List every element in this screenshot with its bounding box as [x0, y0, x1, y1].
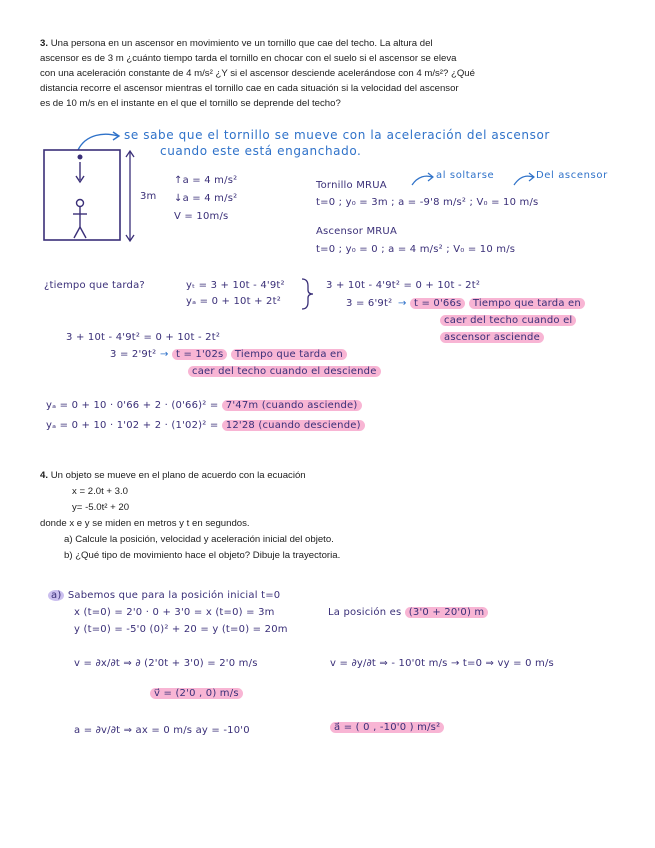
sol4-line-2: x (t=0) = 2'0 · 0 + 3'0 = x (t=0) = 3m	[74, 607, 275, 618]
problem-4-question-b: b) ¿Qué tipo de movimiento hace el objeto? Dibuje la trayectoria.	[64, 550, 341, 561]
person-icon	[77, 200, 84, 207]
note-line-2: cuando este está enganchado.	[160, 144, 362, 158]
result-text-descends-2: caer del techo cuando el desciende	[188, 366, 381, 377]
problem-4-where: donde x e y se miden en metros y t en segundos.	[40, 518, 250, 529]
problem-3-line-2: ascensor es de 3 m ¿cuánto tiempo tarda el tornillo en chocar con el suelo si el ascensor se eleva	[40, 53, 457, 64]
problem-3-number: 3.	[40, 38, 49, 49]
problem-3-line-1: 3. Una persona en un ascensor en movimiento ve un tornillo que cae del techo. La altura del	[40, 38, 433, 49]
solve-eq-2: 3 = 6'9t²	[346, 298, 393, 309]
note-arrow-icon	[78, 134, 118, 150]
given-accel-up: ↑a = 4 m/s²	[174, 175, 238, 186]
ascensor-equation: t=0 ; y₀ = 0 ; a = 4 m/s² ; V₀ = 10 m/s	[316, 244, 516, 255]
problem-3-line-4: distancia recorre el ascensor mientras el tornillo cae en cada situación si la velocidad del ascensor	[40, 83, 459, 94]
note-line-1: se sabe que el tornillo se mueve con la aceleración del ascensor	[124, 128, 550, 142]
tornillo-note-ascensor: Del ascensor	[536, 170, 608, 181]
tornillo-title: Tornillo MRUA	[316, 180, 387, 191]
problem-4-intro: 4. Un objeto se mueve en el plano de acuerdo con la ecuación	[40, 470, 306, 481]
part-a-label: a)	[48, 590, 64, 601]
problem-3-line-5: es de 10 m/s en el instante en el que el tornillo se deprende del techo?	[40, 98, 341, 109]
given-accel-down: ↓a = 4 m/s²	[174, 193, 238, 204]
acceleration-result: a⃗ = ( 0 , -10'0 ) m/s²	[330, 722, 444, 733]
result-time-ascends: → t = 0'66s Tiempo que tarda en	[398, 298, 585, 309]
problem-4-number: 4.	[40, 470, 49, 481]
problem-4-question-a: a) Calcule la posición, velocidad y aceleración inicial del objeto.	[64, 534, 334, 545]
tiempo-question: ¿tiempo que tarda?	[44, 280, 145, 291]
ascensor-title: Ascensor MRUA	[316, 226, 397, 237]
problem-4-eq-x: x = 2.0t + 3.0	[72, 486, 129, 497]
distance-descends: yₐ = 0 + 10 · 1'02 + 2 · (1'02)² = 12'28 (cuando desciende)	[46, 420, 365, 431]
yt-equation: yₜ = 3 + 10t - 4'9t²	[186, 280, 285, 291]
screw-icon	[78, 155, 83, 160]
sol4-line-3: y (t=0) = -5'0 (0)² + 20 = y (t=0) = 20m	[74, 624, 288, 635]
tornillo-equation: t=0 ; y₀ = 3m ; a = -9'8 m/s² ; V₀ = 10 m/s	[316, 197, 539, 208]
system-brace	[302, 279, 313, 309]
acceleration-equation: a = ∂v/∂t ⇒ ax = 0 m/s ay = -10'0	[74, 725, 250, 736]
sol4-line-1: a) Sabemos que para la posición inicial t=0	[48, 590, 280, 601]
result-text-ascends-3: ascensor asciende	[440, 332, 544, 343]
given-velocity: V = 10m/s	[174, 211, 229, 222]
solve-eq-3: 3 + 10t - 4'9t² = 0 + 10t - 2t²	[66, 332, 221, 343]
velocity-y-equation: v = ∂y/∂t ⇒ - 10'0t m/s → t=0 ⇒ vy = 0 m/s	[330, 658, 554, 669]
distance-ascends: yₐ = 0 + 10 · 0'66 + 2 · (0'66)² = 7'47m (cuando asciende)	[46, 400, 362, 411]
problem-3-line-3: con una aceleración constante de 4 m/s² ¿Y si el ascensor desciende acelerándose con 4 m/s²? ¿Qué	[40, 68, 475, 79]
problem-4-eq-y: y= -5.0t² + 20	[72, 502, 130, 513]
result-text-ascends-2: caer del techo cuando el	[440, 315, 576, 326]
elevator-box	[44, 150, 120, 240]
velocity-x-equation: v = ∂x/∂t ⇒ ∂ (2'0t + 3'0) = 2'0 m/s	[74, 658, 258, 669]
solve-eq-1: 3 + 10t - 4'9t² = 0 + 10t - 2t²	[326, 280, 481, 291]
position-result: La posición es (3'0 + 20'0) m	[328, 607, 488, 618]
tornillo-note-soltarse: al soltarse	[436, 170, 495, 181]
ya-equation: yₐ = 0 + 10t + 2t²	[186, 296, 281, 307]
velocity-result: v⃗ = (2'0 , 0) m/s	[150, 688, 243, 699]
solve-eq-4: 3 = 2'9t²	[110, 349, 157, 360]
result-time-descends: → t = 1'02s Tiempo que tarda en	[160, 349, 347, 360]
height-label: 3m	[140, 191, 157, 202]
